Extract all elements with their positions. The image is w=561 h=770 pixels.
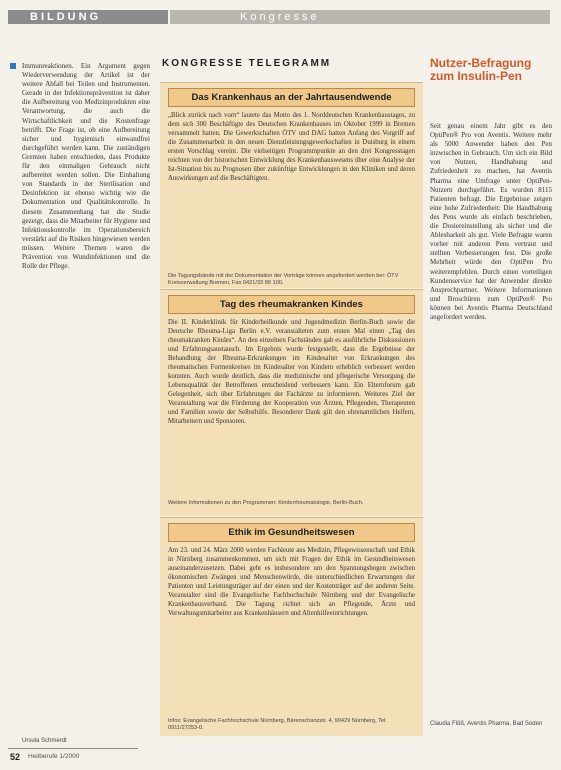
sidebar-article-text: Seit genau einem Jahr gibt es den OptiPen® Pro von Aventis. Weitere mehr als 5000 Anwender haben den Pen inzwischen in Gebrauch. Um sich ein Bild von Nutzen, Handhabung und Zufriedenheit zu machen, hat Aventis Pharma eine Umfrage unter OptiPen-Nutzern durchgeführt. Es wurden 8115 Patienten befragt. Die Ergebnisse zeigen eine hohe Zufriedenheit: Die Handhabung des Pens wurde als einfach beschrieben, die Dosiereinstellung als sicher und die Ablesbarkeit als gut. Viele Befragte waren vorher mit anderen Pens vertraut und stellten Verbesserungen fest. Die große Mehrheit würde den OptiPen Pro weiterempfehlen. Durch einen vorteiligen Kundenservice hat der Anwender direkte Ansprechpartner. Weitere Informationen und Broschüren zum OptiPen® Pro können bei Aventis Pharma Deutschland angefordert werden. <box>430 122 552 321</box>
left-column-signature: Ursula Schmerdt <box>22 738 67 744</box>
article-box <box>160 289 423 516</box>
publication-name: Heilberufe 1/2000 <box>28 753 80 760</box>
article-box <box>160 82 423 288</box>
sidebar-article-signature: Claudia Flöß, Aventis Pharma, Bad Soden <box>430 721 543 727</box>
article-heading: Das Krankenhaus an der Jahrtausendwende <box>168 88 415 107</box>
page-header <box>0 0 561 28</box>
article-text: „Blick zurück nach vorn“ lautete das Motto des 1. Norddeutschen Krankenhaustages, zu dem sich 300 Beschäftigte des Deutschen Krankenhauses im Oktober 1999 in Bremen versammelt hatten. Die Gewerkschaften ÖTV und DAG hatten Anfang des Vorgriff auf die Zusammenarbeit in den neuen Dienstleistungsgewerkschaften in Duisburg in einem ersten Vorschlag vereint. Die vielseitigen Programmpunkte an den drei Kongresstagen reichten von der historischen Entwicklung des Krankenhauswesens über eine Analyse der Ist-Situation bis zu Prognosen über zukünftige Entwicklungen in den Kliniken und deren Auswirkungen auf die Beschäftigten. <box>168 112 415 182</box>
article-text: Am 23. und 24. März 2000 werden Fachleute aus Medizin, Pflegewissenschaft und Ethik in Nürnberg zusammenkommen, um sich mit Fragen der Ethik im Gesundheitswesen auseinanderzusetzen. Dabei geht es insbesondere um den Spannungsbogen zwischen ökonomischen Zwängen und Menschenwürde, die unterschiedlichen Erwartungen der Patienten und Leistungsträger auf der einen und der Kostenträger auf der anderen Seite. Veranstalter sind die Evangelische Fachhochschule Nürnberg und der Evangelische Krankenhausverband. Die Tagung richtet sich an Pflegende, Ärzte und Verwaltungsmitarbeiter aus Krankenhäusern und Altenhilfeeinrichtungen. <box>168 547 415 617</box>
page-number: 52 <box>10 752 21 762</box>
bullet-marker <box>10 63 16 69</box>
section-tab: BILDUNG <box>8 10 168 24</box>
article-box <box>160 517 423 736</box>
article-note: Die Tagungsbände mit der Dokumentation der Vorträge können angefordert werden bei: ÖTV Kreisverwaltung Bremen, Fax 0421/33 89 100. <box>168 273 399 286</box>
article-note: Weitere Informationen zu den Programmen: Kinderrheumatologie, Berlin-Buch. <box>168 500 364 506</box>
sidebar-article-title: Nutzer-Befragung zum Insulin-Pen <box>430 56 532 83</box>
telegramm-title: KONGRESSE TELEGRAMM <box>162 58 332 69</box>
article-heading: Tag des rheumakranken Kindes <box>168 295 415 314</box>
article-text: Die II. Kinderklinik für Kinderheilkunde und Jugendmedizin Berlin-Buch sowie die Deutsche Rheuma-Liga Berlin e.V. veranstalteten zum ersten Mal einen „Tag des rheumakranken Kindes“. An den einzelnen Fachständen gab es ausführliche Diskussionen und Erfahrungsaustausch. Im Ergebnis wurde festgestellt, dass die Ergebnisse der Behandlung der Rheuma-Erkrankungen im Kindesalter von Erkrankungen des rheumatischen Formenkreises im Kindesalter von Kindern erheblich verbessert werden konnten. Auch wurde deutlich, dass die medizinische und pflegerische Versorgung die Lebensqualität der Betroffenen entscheidend verbessern kann. Ein Elternforum gab Gelegenheit, sich über Erfahrungen der Fachärzte zu informieren. Weiteres Ziel der Veranstaltung war die Förderung der Kooperation von Ärzten, Pflegenden, Therapeuten und Familien sowie der Selbsthilfe. Besonderer Dank gilt den ehrenamtlichen Helfern, Mitarbeitern und Sponsoren. <box>168 319 415 425</box>
article-note: Infos: Evangelische Fachhochschule Nürnberg, Bärenschanzstr. 4, 90429 Nürnberg, Tel. 0911/27253-0. <box>168 718 387 731</box>
article-heading: Ethik im Gesundheitswesen <box>168 523 415 542</box>
left-column-text: Immunreaktionen. Ein Argument gegen Wiederverwendung der Artikel ist der weitere Abfall bei Teilen und Instrumenten. Gerade in der Infektionsprävention ist daher die Aufbereitung von Medizinprodukten eine Verantwortung, die auch die Wirtschaftlichkeit und die Kostenfrage betrifft. Die Frage ist, ob eine Aufbereitung sicher und hygienisch einwandfrei durchgeführt werden kann. Die zuständigen Gremien haben entschieden, dass Produkte für den einmaligen Gebrauch nicht aufbereitet werden sollen. Die Einhaltung von Standards in der Sterilisation und Desinfektion ist ebenso wichtig wie die Dokumentation und Qualitätskontrolle. In diesem Zusammenhang hat die Studie gezeigt, dass die Mitarbeiter für Hygiene und Infektionskontrolle im Operationsbereich verstärkt auf die Risiken hingewiesen werden müssen. Weitere Themen waren die Prävention von Wundinfektionen und die Rolle der Pflege. <box>22 62 150 271</box>
subsection-tab: Kongresse <box>170 10 550 24</box>
footer-divider <box>8 748 138 749</box>
